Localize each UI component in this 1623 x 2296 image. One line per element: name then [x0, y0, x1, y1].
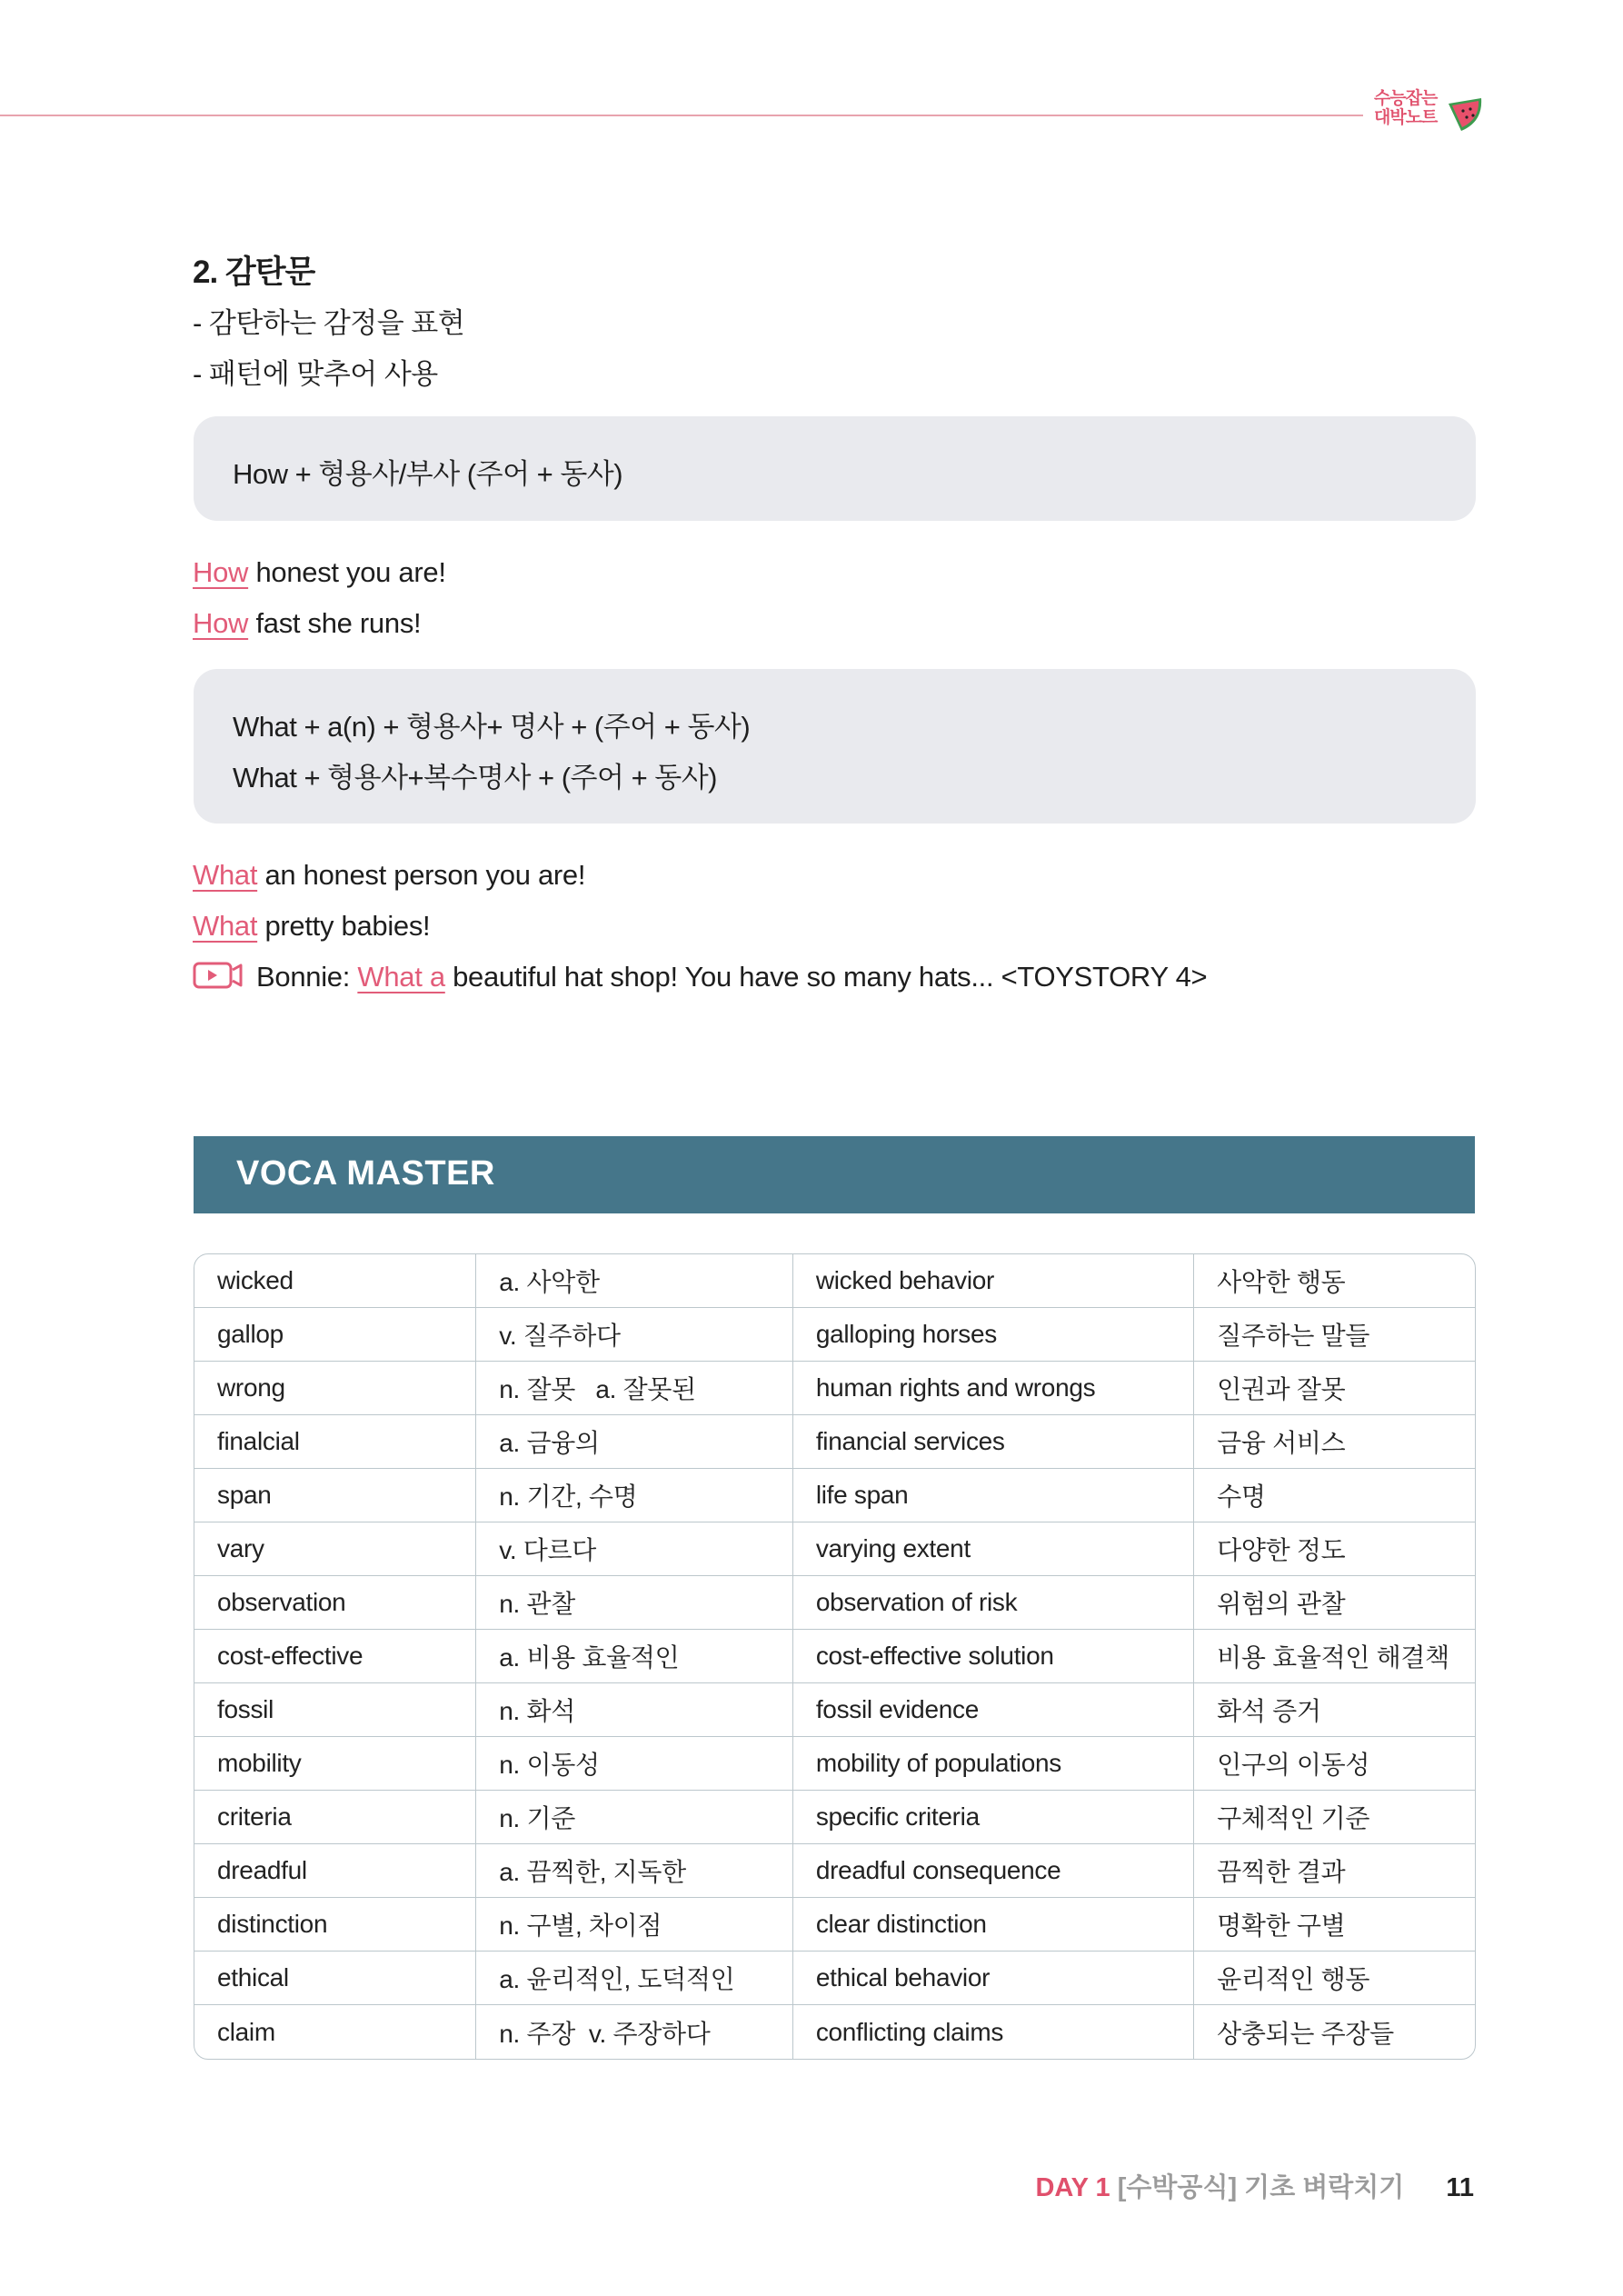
- meaning-cell: n. 주장 v. 주장하다: [476, 2005, 793, 2059]
- meaning-cell: a. 금융의: [476, 1415, 793, 1469]
- meaning-cell: n. 기준: [476, 1791, 793, 1844]
- phrase-meaning-cell: 위험의 관찰: [1194, 1576, 1475, 1630]
- keyword: What: [193, 910, 258, 942]
- phrase-meaning-cell: 다양한 정도: [1194, 1522, 1475, 1576]
- meaning-cell: a. 끔찍한, 지독한: [476, 1844, 793, 1898]
- footer-day: DAY 1: [1035, 2173, 1118, 2202]
- meaning-cell: a. 윤리적인, 도덕적인: [476, 1952, 793, 2005]
- brand-logo: [1374, 87, 1483, 142]
- section-bullet: - 감탄하는 감정을 표현: [193, 307, 465, 339]
- phrase-meaning-cell: 윤리적인 행동: [1194, 1952, 1475, 2005]
- section-title: 2. 감탄문: [193, 255, 315, 290]
- voca-title: VOCA MASTER: [236, 1154, 495, 1193]
- phrase-cell: cost-effective solution: [793, 1630, 1194, 1683]
- word-cell: gallop: [194, 1308, 476, 1362]
- word-cell: criteria: [194, 1791, 476, 1844]
- phrase-cell: varying extent: [793, 1522, 1194, 1576]
- pattern-box-what: [194, 669, 1476, 824]
- meaning-cell: n. 기간, 수명: [476, 1469, 793, 1522]
- phrase-cell: life span: [793, 1469, 1194, 1522]
- table-row: [194, 1254, 1475, 1308]
- meaning-cell: n. 관찰: [476, 1576, 793, 1630]
- phrase-cell: mobility of populations: [793, 1737, 1194, 1791]
- example-sentence: [193, 910, 430, 943]
- phrase-cell: ethical behavior: [793, 1952, 1194, 2005]
- table-row: [194, 1844, 1475, 1898]
- pattern-line: What + 형용사+복수명사 + (주어 + 동사): [233, 762, 717, 794]
- keyword: What: [193, 859, 258, 891]
- phrase-cell: human rights and wrongs: [793, 1362, 1194, 1415]
- example-sentence: [193, 859, 585, 892]
- meaning-cell: n. 구별, 차이점: [476, 1898, 793, 1952]
- table-row: [194, 1737, 1475, 1791]
- word-cell: fossil: [194, 1683, 476, 1737]
- example-text: fast she runs!: [248, 607, 422, 639]
- example-text: honest you are!: [248, 556, 446, 588]
- table-row: [194, 1576, 1475, 1630]
- phrase-meaning-cell: 비용 효율적인 해결책: [1194, 1630, 1475, 1683]
- word-cell: ethical: [194, 1952, 476, 2005]
- word-cell: finalcial: [194, 1415, 476, 1469]
- meaning-cell: v. 질주하다: [476, 1308, 793, 1362]
- word-cell: observation: [194, 1576, 476, 1630]
- keyword: What a: [357, 961, 445, 993]
- phrase-meaning-cell: 사악한 행동: [1194, 1254, 1475, 1308]
- voca-table: [194, 1253, 1476, 2060]
- table-row: [194, 2005, 1475, 2059]
- pattern-line: What + a(n) + 형용사+ 명사 + (주어 + 동사): [233, 711, 751, 743]
- phrase-meaning-cell: 구체적인 기준: [1194, 1791, 1475, 1844]
- phrase-cell: clear distinction: [793, 1898, 1194, 1952]
- table-row: [194, 1952, 1475, 2005]
- phrase-cell: financial services: [793, 1415, 1194, 1469]
- speaker: Bonnie:: [256, 961, 358, 993]
- movie-quote: [193, 961, 1207, 993]
- phrase-meaning-cell: 인구의 이동성: [1194, 1737, 1475, 1791]
- example-sentence: [193, 607, 421, 640]
- phrase-cell: dreadful consequence: [793, 1844, 1194, 1898]
- word-cell: distinction: [194, 1898, 476, 1952]
- word-cell: wrong: [194, 1362, 476, 1415]
- quote-text: beautiful hat shop! You have so many hats... <TOYSTORY 4>: [444, 961, 1208, 993]
- table-row: [194, 1415, 1475, 1469]
- keyword: How: [193, 607, 249, 639]
- meaning-cell: a. 사악한: [476, 1254, 793, 1308]
- watermelon-icon: [1445, 95, 1485, 135]
- phrase-cell: galloping horses: [793, 1308, 1194, 1362]
- meaning-cell: n. 이동성: [476, 1737, 793, 1791]
- phrase-meaning-cell: 인권과 잘못: [1194, 1362, 1475, 1415]
- phrase-meaning-cell: 끔찍한 결과: [1194, 1844, 1475, 1898]
- word-cell: dreadful: [194, 1844, 476, 1898]
- table-row: [194, 1898, 1475, 1952]
- page-footer: [1035, 2167, 1474, 2204]
- page-number: 11: [1446, 2173, 1474, 2202]
- word-cell: claim: [194, 2005, 476, 2059]
- keyword: How: [193, 556, 249, 588]
- example-sentence: [193, 556, 446, 589]
- meaning-cell: n. 화석: [476, 1683, 793, 1737]
- voca-header: [194, 1136, 1475, 1213]
- word-cell: vary: [194, 1522, 476, 1576]
- word-cell: cost-effective: [194, 1630, 476, 1683]
- header-rule: [0, 115, 1363, 116]
- pattern-line: How + 형용사/부사 (주어 + 동사): [233, 458, 623, 490]
- video-play-icon: [193, 961, 244, 990]
- table-row: [194, 1791, 1475, 1844]
- table-row: [194, 1683, 1475, 1737]
- table-row: [194, 1308, 1475, 1362]
- table-row: [194, 1630, 1475, 1683]
- phrase-cell: conflicting claims: [793, 2005, 1194, 2059]
- phrase-meaning-cell: 명확한 구별: [1194, 1898, 1475, 1952]
- word-cell: span: [194, 1469, 476, 1522]
- example-text: pretty babies!: [257, 910, 431, 942]
- meaning-cell: n. 잘못 a. 잘못된: [476, 1362, 793, 1415]
- phrase-meaning-cell: 질주하는 말들: [1194, 1308, 1475, 1362]
- phrase-meaning-cell: 금융 서비스: [1194, 1415, 1475, 1469]
- footer-title: [수박공식] 기초 벼락치기: [1117, 2173, 1405, 2202]
- example-text: an honest person you are!: [257, 859, 586, 891]
- word-cell: mobility: [194, 1737, 476, 1791]
- phrase-meaning-cell: 상충되는 주장들: [1217, 2019, 1394, 2048]
- word-cell: wicked: [194, 1254, 476, 1308]
- phrase-cell: specific criteria: [793, 1791, 1194, 1844]
- table-row: [194, 1362, 1475, 1415]
- table-row: [194, 1522, 1475, 1576]
- table-row: [194, 1469, 1475, 1522]
- brand-logo-text: 수능잡는 대박노트: [1374, 89, 1438, 127]
- phrase-cell: wicked behavior: [793, 1254, 1194, 1308]
- section-bullet: - 패턴에 맞추어 사용: [193, 358, 438, 390]
- phrase-cell: observation of risk: [793, 1576, 1194, 1630]
- phrase-meaning-cell: 수명: [1194, 1469, 1475, 1522]
- meaning-cell: a. 비용 효율적인: [476, 1630, 793, 1683]
- meaning-cell: v. 다르다: [476, 1522, 793, 1576]
- phrase-cell: fossil evidence: [793, 1683, 1194, 1737]
- phrase-meaning-cell: 화석 증거: [1194, 1683, 1475, 1737]
- pattern-box-how: [194, 416, 1476, 521]
